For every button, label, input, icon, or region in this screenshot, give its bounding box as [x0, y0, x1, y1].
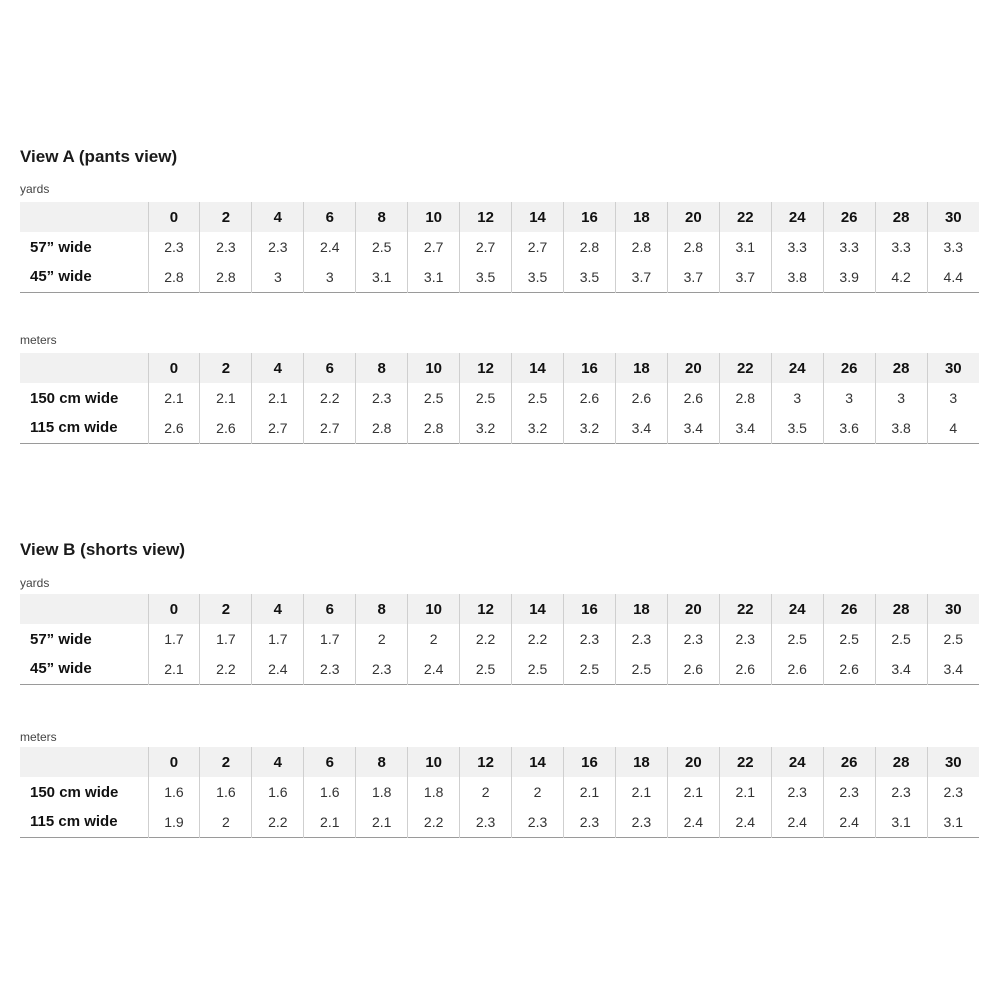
size-header-cell: 18	[615, 202, 667, 232]
yardage-value-cell: 2.6	[667, 383, 719, 413]
size-header-cell: 8	[356, 202, 408, 232]
yardage-value-cell: 2.3	[564, 807, 616, 837]
view-a-title: View A (pants view)	[20, 147, 178, 166]
yardage-value-cell: 2.1	[719, 777, 771, 807]
yardage-value-cell: 2.2	[512, 624, 564, 654]
yardage-value-cell: 3.8	[771, 262, 823, 292]
yardage-value-cell: 3.4	[667, 413, 719, 443]
view-b-title: View B (shorts view)	[20, 540, 186, 559]
yardage-value-cell: 3.3	[875, 232, 927, 262]
size-header-row	[20, 594, 979, 624]
size-header-cell: 16	[564, 353, 616, 383]
table-row	[20, 413, 979, 443]
yardage-value-cell: 1.8	[356, 777, 408, 807]
size-header-cell: 30	[927, 202, 979, 232]
yardage-value-cell: 3.5	[771, 413, 823, 443]
yardage-value-cell: 3	[252, 262, 304, 292]
yardage-value-cell: 1.7	[252, 624, 304, 654]
yardage-value-cell: 1.8	[408, 777, 460, 807]
size-header-cell: 0	[148, 353, 200, 383]
yardage-value-cell: 2.8	[408, 413, 460, 443]
yardage-value-cell: 2.3	[200, 232, 252, 262]
size-header-cell: 28	[875, 594, 927, 624]
yardage-value-cell: 3	[771, 383, 823, 413]
size-header-cell: 0	[148, 747, 200, 777]
yardage-value-cell: 2.6	[564, 383, 616, 413]
yardage-value-cell: 2.5	[823, 624, 875, 654]
yardage-value-cell: 2.6	[615, 383, 667, 413]
yardage-value-cell: 3.3	[927, 232, 979, 262]
row-label: 45” wide	[30, 268, 92, 286]
yardage-value-cell: 2.5	[512, 654, 564, 684]
yardage-value-cell: 2.5	[460, 654, 512, 684]
yardage-value-cell: 2.3	[252, 232, 304, 262]
size-header-cell: 10	[408, 353, 460, 383]
yardage-value-cell: 2.8	[719, 383, 771, 413]
size-header-row	[20, 202, 979, 232]
yardage-value-cell: 3	[823, 383, 875, 413]
yardage-value-cell: 3.9	[823, 262, 875, 292]
yardage-value-cell: 1.7	[148, 624, 200, 654]
yardage-value-cell: 2.3	[771, 777, 823, 807]
yardage-value-cell: 2.3	[667, 624, 719, 654]
size-header-cell: 14	[512, 747, 564, 777]
yardage-value-cell: 2.3	[875, 777, 927, 807]
header-corner-cell	[20, 353, 148, 383]
yardage-value-cell: 1.6	[252, 777, 304, 807]
yardage-value-cell: 3.7	[719, 262, 771, 292]
yardage-value-cell: 2.2	[304, 383, 356, 413]
row-label: 150 cm wide	[30, 389, 119, 407]
yardage-value-cell: 2.2	[408, 807, 460, 837]
size-header-cell: 22	[719, 202, 771, 232]
yardage-value-cell: 2.8	[667, 232, 719, 262]
size-header-cell: 4	[252, 594, 304, 624]
yardage-value-cell: 2.8	[148, 262, 200, 292]
yardage-value-cell: 4.4	[927, 262, 979, 292]
table-row	[20, 262, 979, 292]
size-header-cell: 20	[667, 594, 719, 624]
yardage-value-cell: 2.2	[460, 624, 512, 654]
size-header-cell: 24	[771, 747, 823, 777]
size-header-cell: 8	[356, 594, 408, 624]
table-row	[20, 232, 979, 262]
size-header-cell: 24	[771, 202, 823, 232]
size-header-cell: 22	[719, 353, 771, 383]
size-header-row	[20, 353, 979, 383]
header-corner-cell	[20, 594, 148, 624]
yardage-value-cell: 4	[927, 413, 979, 443]
yardage-value-cell: 2.5	[356, 232, 408, 262]
yardage-value-cell: 2.4	[719, 807, 771, 837]
yardage-value-cell: 3.5	[460, 262, 512, 292]
size-header-cell: 18	[615, 353, 667, 383]
yardage-value-cell: 3.2	[512, 413, 564, 443]
size-header-cell: 16	[564, 747, 616, 777]
table-row	[20, 777, 979, 807]
size-header-cell: 22	[719, 747, 771, 777]
size-header-cell: 12	[460, 747, 512, 777]
size-header-cell: 0	[148, 594, 200, 624]
yardage-value-cell: 3	[875, 383, 927, 413]
size-header-cell: 4	[252, 202, 304, 232]
yardage-value-cell: 2.7	[460, 232, 512, 262]
size-header-cell: 28	[875, 202, 927, 232]
yardage-value-cell: 3.7	[667, 262, 719, 292]
yardage-value-cell: 2	[512, 777, 564, 807]
yardage-value-cell: 2.5	[512, 383, 564, 413]
yardage-value-cell: 2.1	[564, 777, 616, 807]
yardage-value-cell: 3.1	[356, 262, 408, 292]
yardage-value-cell: 2	[408, 624, 460, 654]
yardage-value-cell: 3.4	[615, 413, 667, 443]
yardage-value-cell: 3.4	[719, 413, 771, 443]
table-row	[20, 383, 979, 413]
size-header-cell: 28	[875, 747, 927, 777]
yardage-value-cell: 3.1	[875, 807, 927, 837]
yardage-value-cell: 2.3	[719, 624, 771, 654]
yardage-value-cell: 3	[927, 383, 979, 413]
yardage-value-cell: 3.5	[512, 262, 564, 292]
yardage-value-cell: 2.8	[200, 262, 252, 292]
yardage-value-cell: 3.2	[460, 413, 512, 443]
yardage-value-cell: 2.4	[823, 807, 875, 837]
size-header-cell: 12	[460, 353, 512, 383]
size-header-cell: 24	[771, 353, 823, 383]
size-header-cell: 4	[252, 353, 304, 383]
size-header-cell: 14	[512, 353, 564, 383]
view-b-meters-unit-label: meters	[20, 730, 57, 744]
row-label: 57” wide	[30, 630, 92, 648]
yardage-value-cell: 2.1	[148, 654, 200, 684]
size-header-cell: 8	[356, 747, 408, 777]
size-header-cell: 22	[719, 594, 771, 624]
yardage-value-cell: 2.5	[771, 624, 823, 654]
yardage-value-cell: 2.5	[564, 654, 616, 684]
yardage-value-cell: 2.5	[408, 383, 460, 413]
yardage-value-cell: 3.3	[771, 232, 823, 262]
size-header-cell: 6	[304, 747, 356, 777]
table-row	[20, 654, 979, 684]
size-header-cell: 12	[460, 594, 512, 624]
yardage-value-cell: 2.6	[200, 413, 252, 443]
yardage-value-cell: 3.2	[564, 413, 616, 443]
yardage-value-cell: 2.3	[356, 654, 408, 684]
header-corner-cell	[20, 747, 148, 777]
yardage-value-cell: 2.3	[615, 624, 667, 654]
yardage-value-cell: 2.3	[304, 654, 356, 684]
yardage-value-cell: 2.6	[667, 654, 719, 684]
size-header-cell: 28	[875, 353, 927, 383]
row-label: 115 cm wide	[30, 813, 118, 831]
yardage-value-cell: 2.2	[252, 807, 304, 837]
yardage-value-cell: 3.3	[823, 232, 875, 262]
size-header-cell: 20	[667, 202, 719, 232]
yardage-value-cell: 2.3	[564, 624, 616, 654]
yardage-value-cell: 2.3	[460, 807, 512, 837]
size-header-cell: 14	[512, 202, 564, 232]
yardage-value-cell: 2.5	[460, 383, 512, 413]
size-header-cell: 18	[615, 747, 667, 777]
yardage-value-cell: 1.7	[200, 624, 252, 654]
size-header-cell: 20	[667, 747, 719, 777]
view-b-yards-unit-label: yards	[20, 576, 50, 590]
size-header-cell: 16	[564, 594, 616, 624]
yardage-value-cell: 2.4	[408, 654, 460, 684]
header-corner-cell	[20, 202, 148, 232]
yardage-value-cell: 2.3	[148, 232, 200, 262]
size-header-cell: 2	[200, 202, 252, 232]
size-header-cell: 16	[564, 202, 616, 232]
yardage-value-cell: 1.6	[200, 777, 252, 807]
yardage-value-cell: 2.1	[148, 383, 200, 413]
size-header-cell: 10	[408, 202, 460, 232]
yardage-value-cell: 2.7	[304, 413, 356, 443]
yardage-value-cell: 1.7	[304, 624, 356, 654]
yardage-value-cell: 2.3	[356, 383, 408, 413]
yardage-value-cell: 2.1	[200, 383, 252, 413]
view-a-yards-unit-label: yards	[20, 182, 50, 196]
size-header-cell: 10	[408, 747, 460, 777]
size-header-cell: 30	[927, 747, 979, 777]
size-header-cell: 6	[304, 202, 356, 232]
yardage-value-cell: 3	[304, 262, 356, 292]
row-label: 150 cm wide	[30, 783, 119, 801]
yardage-value-cell: 2	[460, 777, 512, 807]
view-b-yards-table	[20, 594, 979, 685]
yardage-value-cell: 2.5	[875, 624, 927, 654]
yardage-value-cell: 2.8	[564, 232, 616, 262]
yardage-value-cell: 1.6	[148, 777, 200, 807]
view-a-meters-unit-label: meters	[20, 333, 57, 347]
yardage-value-cell: 2.3	[927, 777, 979, 807]
size-header-row	[20, 747, 979, 777]
size-header-cell: 6	[304, 353, 356, 383]
row-label: 115 cm wide	[30, 419, 118, 437]
yardage-value-cell: 2	[356, 624, 408, 654]
yardage-value-cell: 2.1	[667, 777, 719, 807]
yardage-value-cell: 1.9	[148, 807, 200, 837]
yardage-value-cell: 3.4	[875, 654, 927, 684]
table-row	[20, 807, 979, 837]
yardage-value-cell: 2.3	[615, 807, 667, 837]
size-header-cell: 24	[771, 594, 823, 624]
yardage-value-cell: 2.8	[356, 413, 408, 443]
size-header-cell: 8	[356, 353, 408, 383]
yardage-value-cell: 3.7	[615, 262, 667, 292]
yardage-value-cell: 2.6	[771, 654, 823, 684]
size-header-cell: 2	[200, 353, 252, 383]
size-header-cell: 4	[252, 747, 304, 777]
size-header-cell: 26	[823, 594, 875, 624]
size-header-cell: 0	[148, 202, 200, 232]
yardage-value-cell: 3.5	[564, 262, 616, 292]
yardage-value-cell: 3.1	[927, 807, 979, 837]
size-header-cell: 6	[304, 594, 356, 624]
yardage-value-cell: 2.4	[667, 807, 719, 837]
yardage-value-cell: 2.2	[200, 654, 252, 684]
size-header-cell: 2	[200, 594, 252, 624]
view-a-yards-table	[20, 202, 979, 293]
view-a-meters-table	[20, 353, 979, 444]
size-header-cell: 20	[667, 353, 719, 383]
yardage-value-cell: 3.4	[927, 654, 979, 684]
yardage-value-cell: 2.7	[408, 232, 460, 262]
yardage-value-cell: 2	[200, 807, 252, 837]
size-header-cell: 26	[823, 747, 875, 777]
size-header-cell: 2	[200, 747, 252, 777]
table-row	[20, 624, 979, 654]
yardage-value-cell: 2.7	[252, 413, 304, 443]
yardage-value-cell: 3.6	[823, 413, 875, 443]
size-header-cell: 14	[512, 594, 564, 624]
yardage-value-cell: 2.8	[615, 232, 667, 262]
yardage-value-cell: 2.1	[304, 807, 356, 837]
yardage-value-cell: 2.1	[356, 807, 408, 837]
yardage-value-cell: 2.3	[823, 777, 875, 807]
yardage-value-cell: 2.7	[512, 232, 564, 262]
yardage-value-cell: 2.3	[512, 807, 564, 837]
view-b-meters-table	[20, 747, 979, 838]
yardage-value-cell: 2.1	[615, 777, 667, 807]
row-label: 57” wide	[30, 238, 92, 256]
yardage-value-cell: 2.1	[252, 383, 304, 413]
yardage-value-cell: 3.1	[719, 232, 771, 262]
size-header-cell: 10	[408, 594, 460, 624]
size-header-cell: 30	[927, 353, 979, 383]
yardage-value-cell: 4.2	[875, 262, 927, 292]
yardage-value-cell: 2.5	[927, 624, 979, 654]
yardage-value-cell: 2.5	[615, 654, 667, 684]
yardage-value-cell: 3.8	[875, 413, 927, 443]
size-header-cell: 26	[823, 353, 875, 383]
yardage-value-cell: 2.4	[304, 232, 356, 262]
size-header-cell: 12	[460, 202, 512, 232]
size-header-cell: 18	[615, 594, 667, 624]
yardage-value-cell: 2.6	[148, 413, 200, 443]
yardage-value-cell: 1.6	[304, 777, 356, 807]
yardage-value-cell: 2.4	[252, 654, 304, 684]
size-header-cell: 26	[823, 202, 875, 232]
yardage-value-cell: 2.4	[771, 807, 823, 837]
size-header-cell: 30	[927, 594, 979, 624]
yardage-value-cell: 2.6	[719, 654, 771, 684]
yardage-value-cell: 3.1	[408, 262, 460, 292]
row-label: 45” wide	[30, 660, 92, 678]
yardage-value-cell: 2.6	[823, 654, 875, 684]
